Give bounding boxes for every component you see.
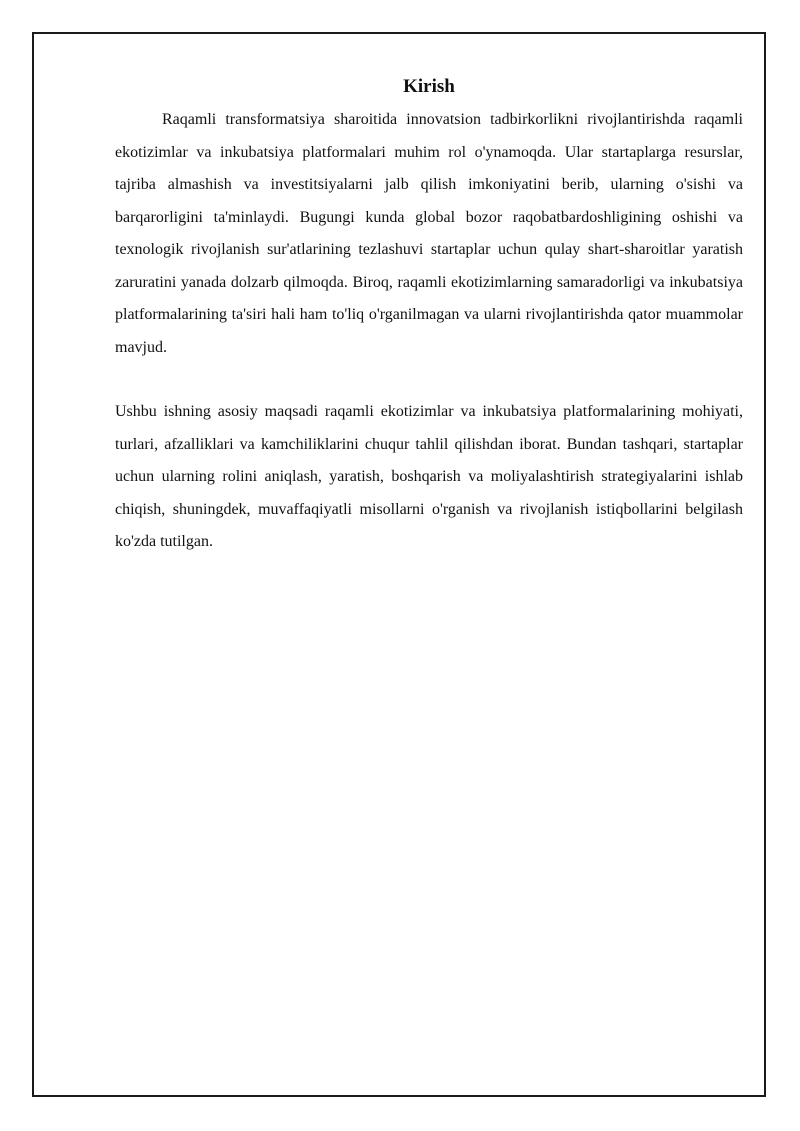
paragraph-intro: Raqamli transformatsiya sharoitida innovatsion tadbirkorlikni rivojlantirishda raqamli ekotizimlar va inkubatsiya platformalari muhim rol o'ynamoqda. Ular startaplarga resurslar, tajriba almashish va investitsiyalarni jalb qilish imkoniyatini berib, ularning o'sishi va barqarorligini ta'minlaydi. Bugungi kunda global bozor raqobatbardoshligining oshishi va texnologik rivojlanish sur'atlarining tezlashuvi startaplar uchun qulay shart-sharoitlar yaratish zaruratini yanada dolzarb qilmoqda. Biroq, raqamli ekotizimlarning samaradorligi va inkubatsiya platformalarining ta'siri hali ham to'liq o'rganilmagan va ularni rivojlantirishda qator muammolar mavjud. [115, 111, 743, 356]
document-body [115, 74, 743, 559]
document-title: Kirish [403, 76, 455, 97]
paragraph-gap [115, 364, 743, 396]
paragraph-goal: Ushbu ishning asosiy maqsadi raqamli ekotizimlar va inkubatsiya platformalarining mohiyati, turlari, afzalliklari va kamchiliklarini chuqur tahlil qilishdan iborat. Bundan tashqari, startaplar uchun ularning rolini aniqlash, yaratish, boshqarish va moliyalashtirish strategiyalarini ishlab chiqish, shuningdek, muvaffaqiyatli misollarni o'rganish va rivojlanish istiqbollarini belgilash ko'zda tutilgan. [115, 403, 743, 550]
